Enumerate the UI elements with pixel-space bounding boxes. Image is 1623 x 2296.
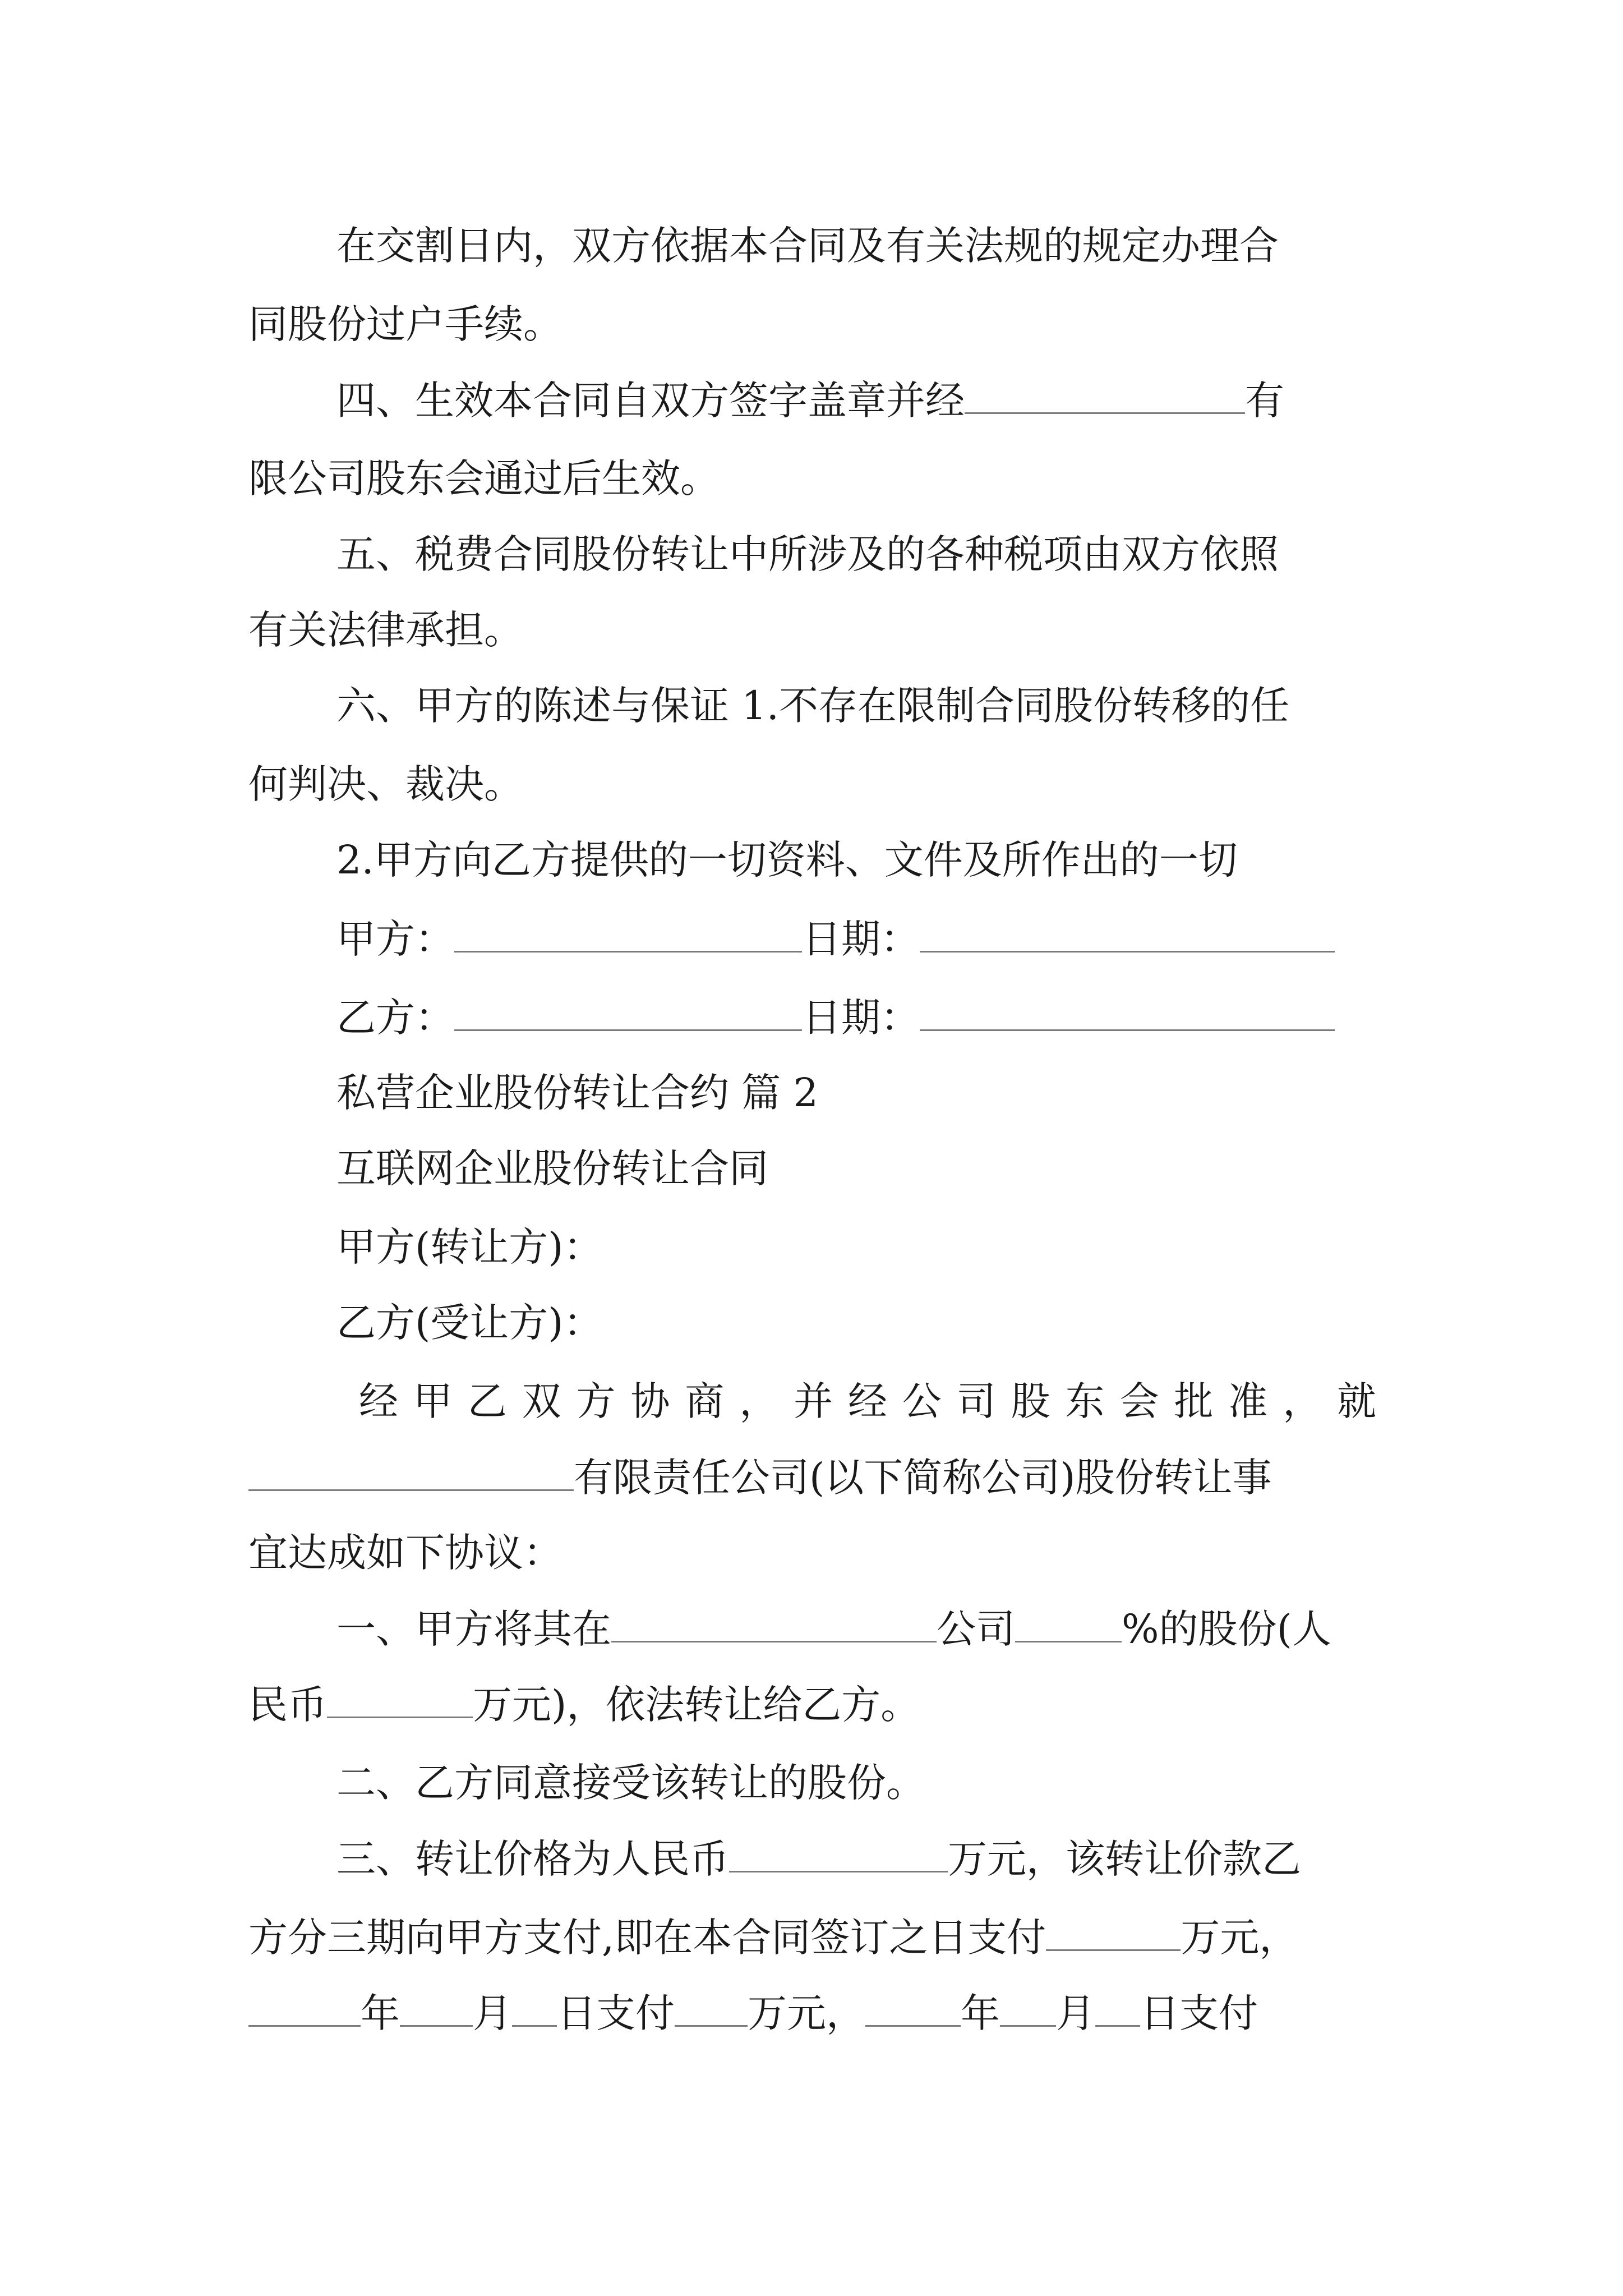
party-b-name-blank: [454, 990, 802, 1031]
party-b-date-blank: [920, 990, 1335, 1031]
section-heading: [336, 1066, 1376, 1120]
text-span: 月: [473, 1990, 512, 2036]
text-line: [336, 373, 1376, 427]
text-line: [336, 833, 1376, 887]
text-line: [248, 297, 1376, 351]
party-a-name-blank: [454, 912, 802, 953]
text-span: 方分三期向甲方支付,即在本合同签订之日支付: [248, 1915, 1046, 1961]
contract-title: [336, 1142, 1376, 1195]
text-span: 月: [1056, 1990, 1095, 2036]
text-span: 宜达成如下协议：: [248, 1530, 562, 1576]
text-span: %的股份(人: [1122, 1606, 1331, 1652]
fill-in-blank: [965, 373, 1245, 414]
text-span: 乙方(受让方)：: [336, 1300, 603, 1346]
text-span: 在交割日内，双方依据本合同及有关法规的规定办理合: [336, 223, 1279, 269]
text-span: 万元，该转让价款乙: [948, 1836, 1301, 1882]
text-span: 有限责任公司(以下简称公司)股份转让事: [574, 1455, 1272, 1501]
text-span: 经甲乙双方协商，并经公司股东会批准，就: [359, 1378, 1376, 1424]
text-span: 四、生效本合同自双方签字盖章并经: [336, 378, 965, 424]
text-span: 2.甲方向乙方提供的一切资料、文件及所作出的一切: [336, 837, 1238, 883]
text-span: 万元)，依法转让给乙方。: [473, 1682, 920, 1728]
text-span: 六、甲方的陈述与保证 1.不存在限制合同股份转移的任: [336, 683, 1290, 729]
text-line: [359, 1374, 1376, 1428]
text-line: [336, 219, 1376, 273]
text-span: 互联网企业股份转让合同: [336, 1145, 768, 1191]
text-span: 二、乙方同意接受该转让的股份。: [336, 1760, 925, 1806]
month-blank: [400, 1986, 473, 2027]
text-span: 甲方：: [336, 916, 454, 962]
day-blank-2: [1095, 1986, 1140, 2027]
text-line: [336, 527, 1376, 581]
text-span: 日支付: [557, 1990, 675, 2036]
text-span: 公司: [937, 1606, 1015, 1652]
text-span: 日支付: [1140, 1990, 1258, 2036]
text-span: 万元，: [1181, 1915, 1299, 1961]
company-name-blank: [248, 1450, 574, 1491]
text-span: 年: [361, 1990, 400, 2036]
text-span: 日期：: [802, 916, 920, 962]
month-blank-2: [1000, 1986, 1056, 2027]
text-span: 民币: [248, 1682, 327, 1728]
text-line: [336, 679, 1376, 733]
text-span: 五、税费合同股份转让中所涉及的各种税项由双方依照: [336, 531, 1279, 577]
text-line: [336, 1832, 1376, 1885]
text-span: 日期：: [802, 995, 920, 1041]
signature-line-party-b: [336, 990, 1376, 1044]
text-span: 一、甲方将其在: [336, 1606, 611, 1652]
text-line: [248, 1677, 1376, 1731]
text-line: [248, 1526, 1376, 1580]
day-blank: [512, 1986, 557, 2027]
price-blank: [729, 1832, 948, 1872]
text-span: 同股份过户手续。: [248, 301, 562, 347]
text-span: 三、转让价格为人民币: [336, 1836, 729, 1882]
party-b-label: [336, 1296, 1376, 1350]
text-span: 年: [961, 1990, 1000, 2036]
text-span: 乙方：: [336, 995, 454, 1041]
text-line: [248, 757, 1376, 811]
text-line: [248, 603, 1376, 657]
text-span: 有关法律承担。: [248, 607, 523, 653]
text-line: [248, 452, 1376, 505]
text-line: [336, 1602, 1376, 1655]
text-line: [248, 1910, 1376, 1964]
text-span: 万元，: [748, 1990, 865, 2036]
text-line: [248, 1450, 1376, 1504]
text-span: 有: [1245, 378, 1284, 424]
party-a-label: [336, 1220, 1376, 1274]
text-line: [248, 1986, 1376, 2040]
text-span: 甲方(转让方)：: [336, 1224, 603, 1270]
first-payment-blank: [1046, 1910, 1181, 1951]
signature-line-party-a: [336, 912, 1376, 965]
text-span: 限公司股东会通过后生效。: [248, 455, 720, 501]
party-a-date-blank: [920, 912, 1335, 953]
year-blank: [248, 1986, 361, 2027]
company-blank: [611, 1602, 937, 1642]
second-payment-blank: [675, 1986, 748, 2027]
text-span: 私营企业股份转让合约 篇 2: [336, 1070, 819, 1116]
percent-blank: [1015, 1602, 1122, 1642]
year-blank-2: [865, 1986, 961, 2027]
text-span: 何判决、裁决。: [248, 761, 523, 807]
text-line: [336, 1756, 1376, 1810]
amount-blank: [327, 1677, 473, 1718]
